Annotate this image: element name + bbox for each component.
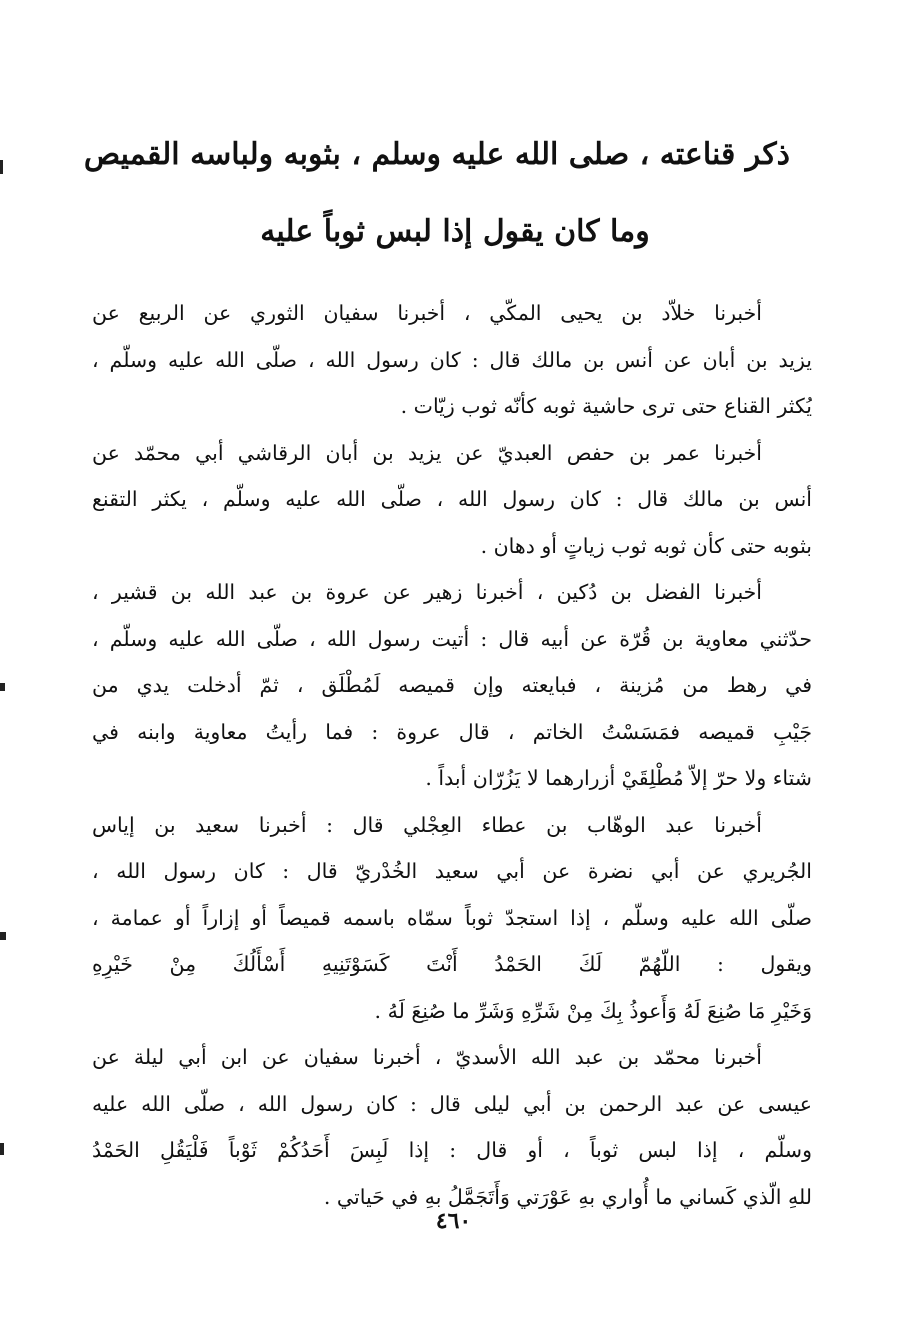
- scan-edge-mark: [0, 683, 5, 691]
- text-line: أخبرنا خلاّد بن يحيى المكّي ، أخبرنا سفيان الثوري عن الربيع عن: [92, 301, 762, 325]
- text-line: صلّى الله عليه وسلّم ، إذا استجدّ ثوباً سمّاه باسمه قميصاً أو إزاراً أو عمامة ،: [92, 905, 812, 930]
- text-line: وسلّم ، إذا لبس ثوباً ، أو قال : إذا لَبِسَ أَحَدُكُمْ ثَوْباً فَلْيَقُلِ الحَمْدُ: [92, 1138, 812, 1162]
- text-line: وَخَيْرِ مَا صُنِعَ لَهُ وَأَعوذُ بِكَ مِنْ شَرِّهِ وَشَرِّ ما صُنِعَ لَهُ .: [374, 998, 812, 1023]
- scan-edge-mark: [0, 932, 6, 940]
- scan-edge-mark: [0, 160, 3, 174]
- paragraph-4: [92, 802, 812, 1035]
- text-line: شتاء ولا حرّ إلاّ مُطْلِقَيْ أزرارهما لا يَزُرّان أبداً .: [425, 766, 812, 790]
- text-line: بثوبه حتى كأن ثوبه ثوب زياتٍ أو دهان .: [480, 533, 812, 558]
- chapter-heading-line-1: ذكر قناعته ، صلى الله عليه وسلم ، بثوبه ولباسه القميص: [83, 137, 790, 172]
- text-line: أخبرنا عبد الوهّاب بن عطاء العِجْلي قال : أخبرنا سعيد بن إياس: [92, 812, 762, 837]
- paragraph-3: [92, 569, 812, 802]
- text-line: عيسى عن عبد الرحمن بن أبي ليلى قال : كان رسول الله ، صلّى الله عليه: [92, 1091, 812, 1116]
- body-text: [92, 290, 812, 1220]
- scan-edge-mark: [0, 1143, 4, 1155]
- paragraph-5: [92, 1034, 812, 1220]
- paragraph-2: [92, 430, 812, 570]
- text-line: للهِ الّذي كَساني ما أُواري بهِ عَوْرَتي وَأَتَجَمَّلُ بهِ في حَياتي .: [323, 1184, 812, 1209]
- chapter-heading-line-2: وما كان يقول إذا لبس ثوباً عليه: [260, 214, 650, 249]
- text-line: يُكثر القناع حتى ترى حاشية ثوبه كأنّه ثوب زيّات .: [400, 394, 812, 418]
- text-line: حدّثني معاوية بن قُرّة عن أبيه قال : أتيت رسول الله ، صلّى الله عليه وسلّم ،: [92, 626, 812, 651]
- text-line: أخبرنا محمّد بن عبد الله الأسديّ ، أخبرنا سفيان عن ابن أبي ليلة عن: [92, 1045, 762, 1069]
- text-line: أخبرنا الفضل بن دُكين ، أخبرنا زهير عن عروة بن عبد الله بن قشير ،: [92, 580, 762, 604]
- text-line: الجُريري عن أبي نضرة عن أبي سعيد الخُدْريّ قال : كان رسول الله ،: [92, 859, 812, 883]
- text-line: في رهط من مُزينة ، فبايعته وإن قميصه لَمُطْلَق ، ثمّ أدخلت يدي من: [92, 673, 812, 697]
- paragraph-1: [92, 290, 812, 430]
- text-line: أخبرنا عمر بن حفص العبديّ عن يزيد بن أبان الرقاشي أبي محمّد عن: [92, 440, 762, 465]
- text-line: يزيد بن أبان عن أنس بن مالك قال : كان رسول الله ، صلّى الله عليه وسلّم ،: [92, 347, 812, 372]
- text-line: ويقول : اللّهُمّ لَكَ الحَمْدُ أَنْتَ كَسَوْتَنِيهِ أَسْأَلُكَ مِنْ خَيْرِهِ: [92, 952, 812, 976]
- text-line: أنس بن مالك قال : كان رسول الله ، صلّى الله عليه وسلّم ، يكثر التقنع: [92, 487, 812, 511]
- page-number: ٤٦٠: [435, 1208, 472, 1234]
- text-line: جَيْبِ قميصه فمَسَسْتُ الخاتم ، قال عروة : فما رأيتُ معاوية وابنه في: [92, 719, 812, 744]
